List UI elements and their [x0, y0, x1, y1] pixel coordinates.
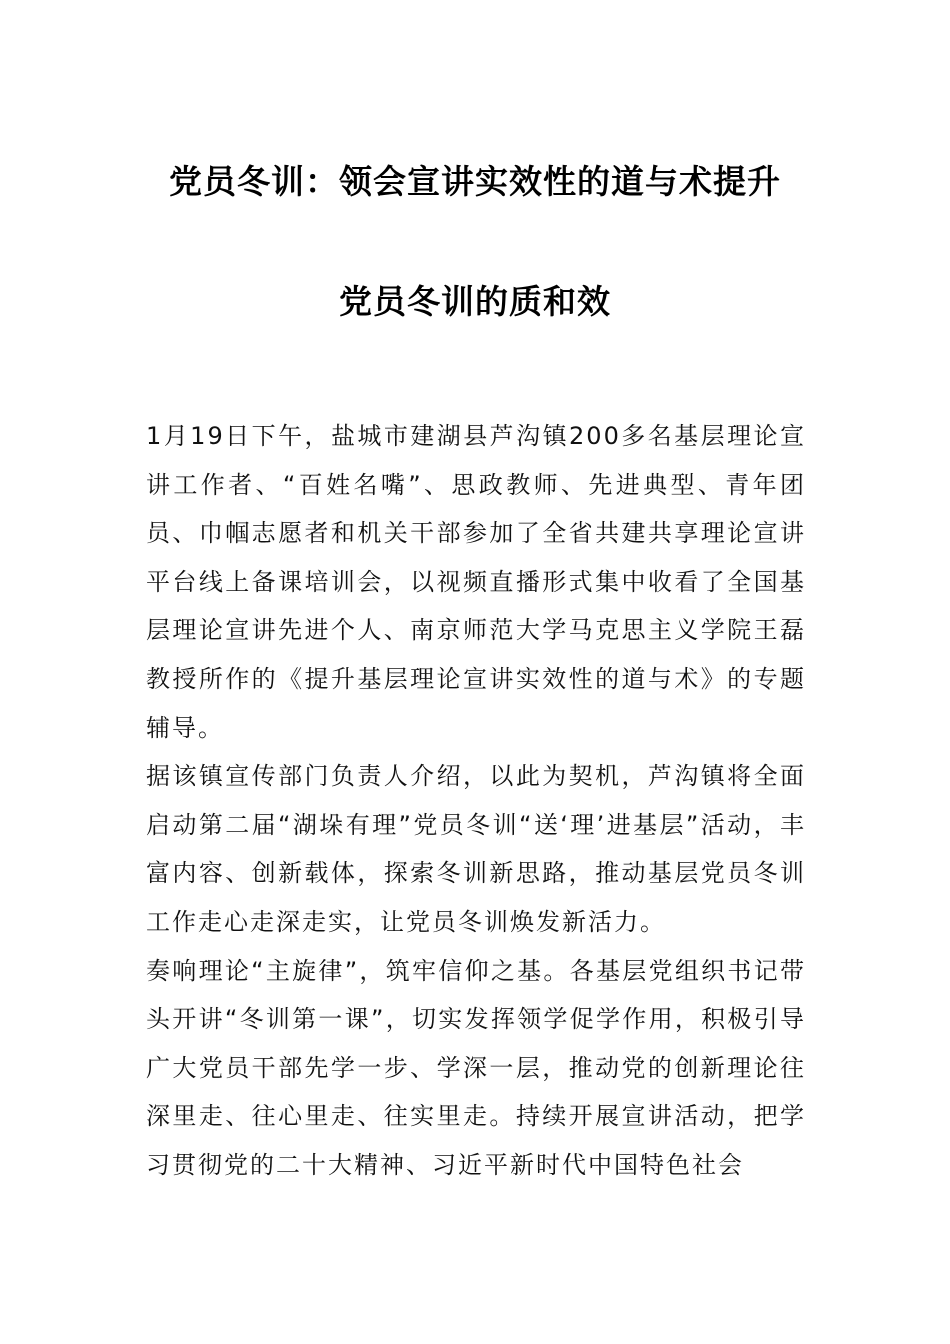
- document-title-line-1: 党员冬训：领会宣讲实效性的道与术提升: [169, 162, 781, 201]
- document-body: [146, 412, 806, 1190]
- document-title-line-2: 党员冬训的质和效: [339, 282, 611, 321]
- paragraph-3: 奏响理论“主旋律”，筑牢信仰之基。各基层党组织书记带头开讲“冬训第一课”，切实发挥领学促学作用，积极引导广大党员干部先学一步、学深一层，推动党的创新理论往深里走、往心里走、往实里走。持续开展宣讲活动，把学习贯彻党的二十大精神、习近平新时代中国特色社会: [146, 956, 806, 1179]
- paragraph-2: 据该镇宣传部门负责人介绍，以此为契机，芦沟镇将全面启动第二届“湖垛有理”党员冬训“送‘理’进基层”活动，丰富内容、创新载体，探索冬训新思路，推动基层党员冬训工作走心走深走实，让党员冬训焕发新活力。: [146, 762, 806, 936]
- paragraph-1: 1月19日下午，盐城市建湖县芦沟镇200多名基层理论宣讲工作者、“百姓名嘴”、思政教师、先进典型、青年团员、巾帼志愿者和机关干部参加了全省共建共享理论宣讲平台线上备课培训会，以视频直播形式集中收看了全国基层理论宣讲先进个人、南京师范大学马克思主义学院王磊教授所作的《提升基层理论宣讲实效性的道与术》的专题辅导。: [146, 422, 806, 742]
